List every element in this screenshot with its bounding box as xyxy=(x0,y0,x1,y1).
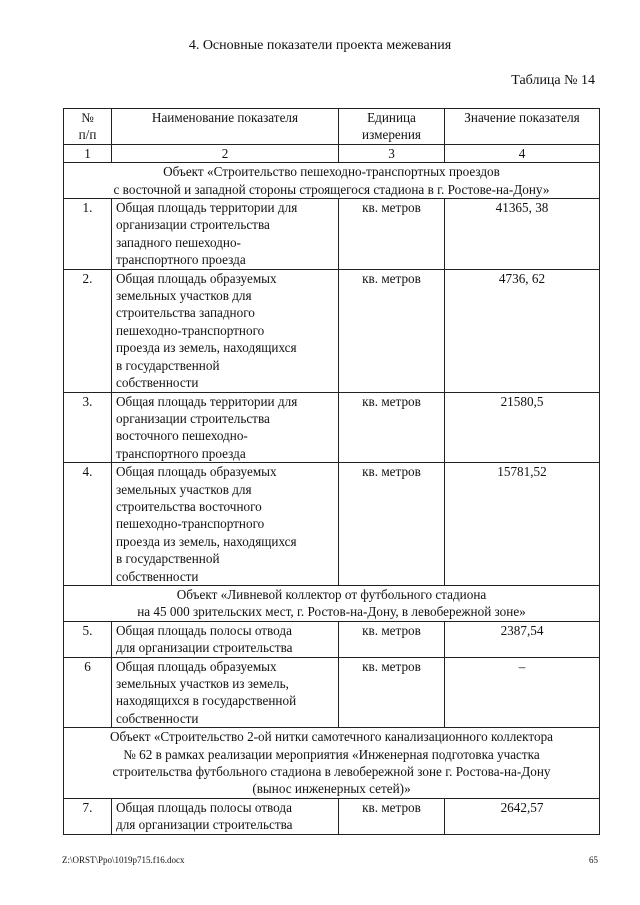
indicator-name: Общая площадь образуемых земельных участков для строительства западного пешеходно-транспортного проезда из земель, находящихся в государственной собственности xyxy=(112,269,339,392)
column-number: 4 xyxy=(445,144,600,162)
indicator-value: 2642,57 xyxy=(445,798,600,834)
unit-of-measure: кв. метров xyxy=(339,621,445,657)
table-caption: Таблица № 14 xyxy=(511,73,595,88)
section-title: Объект «Строительство 2-ой нитки самотечного канализационного коллектора № 62 в рамках реализации мероприятия «Инженерная подготовка участка строительства футбольного стадиона в левобережной зоне г. Ростова-на-Дону (вынос инженерных сетей)» xyxy=(64,728,600,799)
table-row xyxy=(64,463,600,586)
footer-file-path: Z:\ORST\Ppo\1019p715.f16.docx xyxy=(62,855,185,865)
row-number: 5. xyxy=(64,621,112,657)
row-number: 1. xyxy=(64,199,112,270)
column-number-row xyxy=(64,144,600,162)
indicator-value: 2387,54 xyxy=(445,621,600,657)
section-row xyxy=(64,585,600,621)
column-number: 3 xyxy=(339,144,445,162)
indicator-name: Общая площадь образуемых земельных участков из земель, находящихся в государственной собственности xyxy=(112,657,339,728)
column-header: Наименование показателя xyxy=(112,109,339,145)
section-row xyxy=(64,163,600,199)
row-number: 4. xyxy=(64,463,112,586)
row-number: 6 xyxy=(64,657,112,728)
section-title: Объект «Ливневой коллектор от футбольного стадиона на 45 000 зрительских мест, г. Ростов-на-Дону, в левобережной зоне» xyxy=(64,585,600,621)
row-number: 3. xyxy=(64,392,112,463)
table-row xyxy=(64,269,600,392)
row-number: 2. xyxy=(64,269,112,392)
indicator-name: Общая площадь образуемых земельных участков для строительства восточного пешеходно-транспортного проезда из земель, находящихся в государственной собственности xyxy=(112,463,339,586)
column-header: Значение показателя xyxy=(445,109,600,145)
indicator-name: Общая площадь территории для организации строительства восточного пешеходно- транспортного проезда xyxy=(112,392,339,463)
table-row xyxy=(64,199,600,270)
indicator-name: Общая площадь территории для организации строительства западного пешеходно- транспортного проезда xyxy=(112,199,339,270)
indicator-value: 41365, 38 xyxy=(445,199,600,270)
indicators-table xyxy=(63,108,600,835)
table-row xyxy=(64,657,600,728)
indicator-value: 15781,52 xyxy=(445,463,600,586)
table-row xyxy=(64,798,600,834)
row-number: 7. xyxy=(64,798,112,834)
section-row xyxy=(64,728,600,799)
column-header: № п/п xyxy=(64,109,112,145)
unit-of-measure: кв. метров xyxy=(339,199,445,270)
indicator-name: Общая площадь полосы отвода для организации строительства xyxy=(112,621,339,657)
unit-of-measure: кв. метров xyxy=(339,463,445,586)
indicator-value: 4736, 62 xyxy=(445,269,600,392)
unit-of-measure: кв. метров xyxy=(339,269,445,392)
indicator-value: 21580,5 xyxy=(445,392,600,463)
unit-of-measure: кв. метров xyxy=(339,392,445,463)
page-heading: 4. Основные показатели проекта межевания xyxy=(188,38,452,53)
indicator-value: – xyxy=(445,657,600,728)
column-header: Единица измерения xyxy=(339,109,445,145)
footer-page-number: 65 xyxy=(589,855,598,865)
unit-of-measure: кв. метров xyxy=(339,657,445,728)
column-number: 2 xyxy=(112,144,339,162)
section-title: Объект «Строительство пешеходно-транспортных проездов с восточной и западной стороны строящегося стадиона в г. Ростове-на-Дону» xyxy=(64,163,600,199)
column-number: 1 xyxy=(64,144,112,162)
table-row xyxy=(64,621,600,657)
unit-of-measure: кв. метров xyxy=(339,798,445,834)
table-row xyxy=(64,392,600,463)
header-row xyxy=(64,109,600,145)
indicator-name: Общая площадь полосы отвода для организации строительства xyxy=(112,798,339,834)
